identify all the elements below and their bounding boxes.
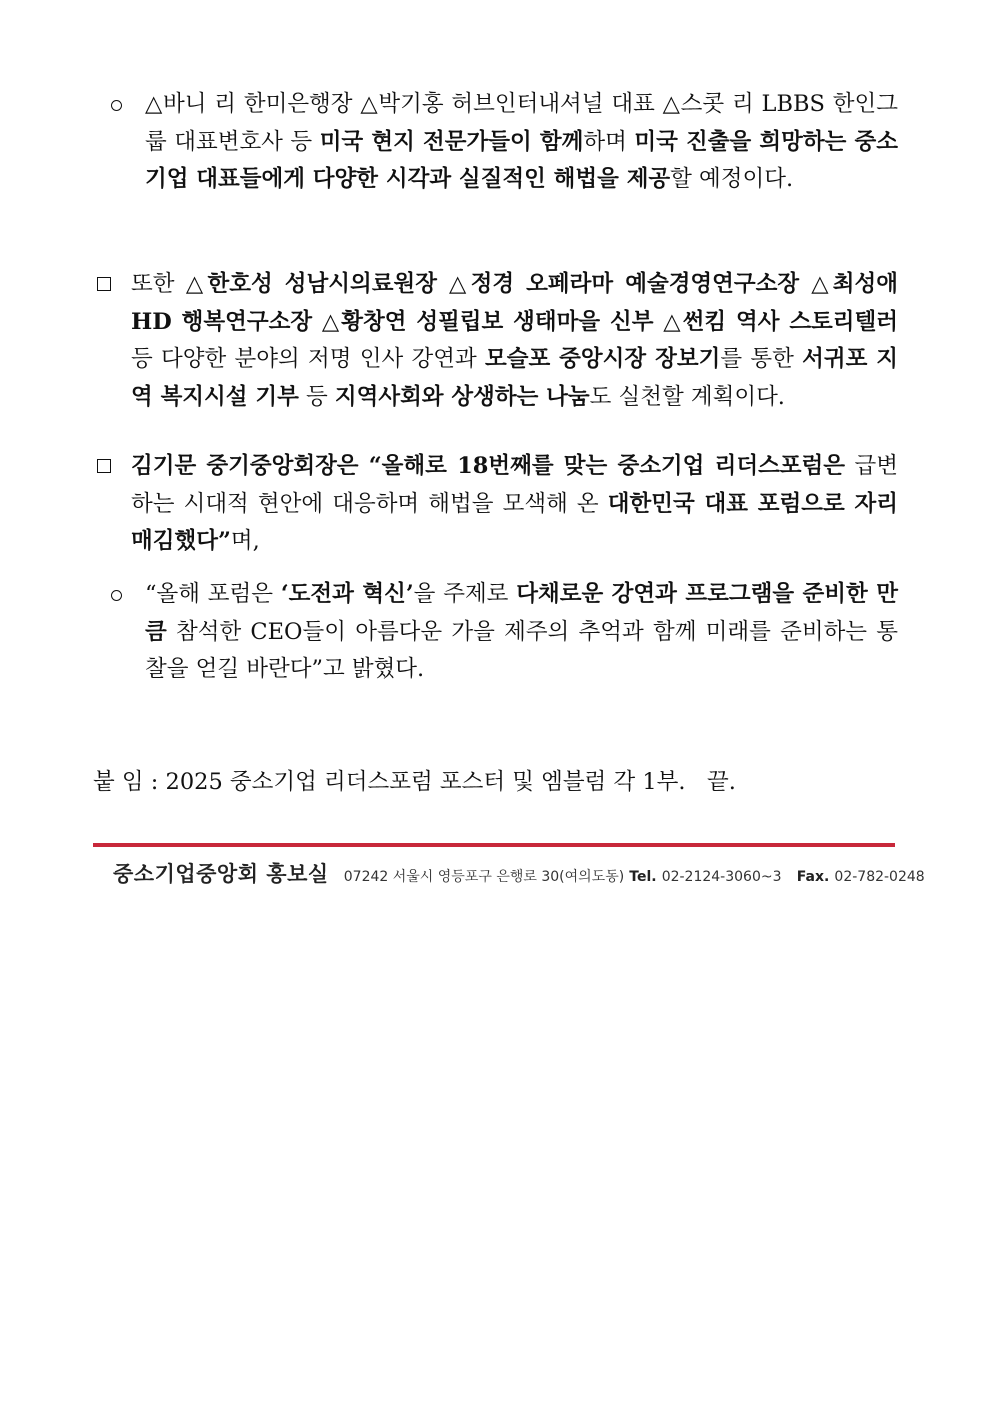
attachment-text: 2025 중소기업 리더스포럼 포스터 및 엠블럼 각 1부. (165, 769, 686, 795)
text-segment: 또한 (131, 271, 186, 297)
bold-segment: 김기문 중기중앙회장은 “올해로 18번째를 맞는 중소기업 리더스포럼은 (131, 453, 846, 479)
text-segment: 할 예정이다. (670, 166, 794, 192)
footer-org: 중소기업중앙회 홍보실 (113, 862, 329, 886)
bold-segment: 미국 현지 전문가들이 함께 (319, 128, 584, 155)
footer-fax: 02-782-0248 (834, 869, 925, 885)
text-segment: 을 주제로 (413, 581, 517, 607)
footer (113, 858, 925, 888)
square-bullet-icon (97, 266, 111, 304)
text-segment: 를 통한 (720, 346, 803, 372)
paragraph-experts (145, 86, 898, 199)
attachment-end: 끝. (707, 769, 736, 795)
text-segment: “올해 포럼은 (145, 581, 281, 607)
square-bullet-icon (97, 448, 111, 486)
circle-bullet-icon (111, 86, 122, 124)
paragraph-speakers (131, 266, 898, 416)
footer-tel: 02-2124-3060~3 (661, 869, 782, 885)
bold-segment: △한호성 성남시의료원장 △정경 오페라마 예술경영연구소장 △최성애 HD 행복연구소장 △황창연 성필립보 생태마을 신부 △썬킴 역사 스토리텔러 (131, 271, 898, 335)
footer-address: 07242 서울시 영등포구 은행로 30(여의도동) (343, 869, 625, 885)
paragraph-chairman-quote (131, 448, 898, 561)
bold-segment: 모슬포 중앙시장 장보기 (485, 346, 721, 372)
attachment-label: 붙 임 : (93, 769, 159, 795)
text-segment: 하며 (583, 128, 635, 155)
text-segment: 며, (230, 528, 260, 554)
footer-divider (93, 843, 895, 847)
paragraph-forum-theme (145, 576, 898, 689)
text-segment: 등 (298, 383, 335, 410)
bold-segment: 서귀포 지역 복지시설 기부 (131, 346, 899, 410)
attachment-line (93, 764, 736, 802)
bold-segment: 다채로운 강연과 프로그램을 준비한 만큼 (145, 581, 898, 645)
text-segment: △바니 리 한미은행장 △박기홍 허브인터내셔널 대표 △스콧 리 LBBS 한인그룹 대표변호사 등 (145, 91, 898, 155)
footer-fax-label: Fax. (796, 869, 830, 885)
footer-tel-label: Tel. (629, 869, 657, 885)
bold-segment: 미국 진출을 희망하는 중소기업 대표들에게 다양한 시각과 실질적인 해법을 제공 (145, 128, 899, 192)
bold-segment: 지역사회와 상생하는 나눔 (334, 383, 590, 410)
text-segment: 급변하는 시대적 현안에 대응하며 해법을 모색해 온 (131, 453, 898, 517)
text-segment: 도 실천할 계획이다. (589, 383, 785, 410)
bold-segment: 대한민국 대표 포럼으로 자리매김했다” (131, 490, 898, 554)
text-segment: 참석한 CEO들이 아름다운 가을 제주의 추억과 함께 미래를 준비하는 통찰을 얻길 바란다”고 밝혔다. (145, 618, 898, 682)
bold-segment: ‘도전과 혁신’ (280, 581, 414, 607)
circle-bullet-icon (111, 576, 122, 614)
text-segment: 등 다양한 분야의 저명 인사 강연과 (131, 346, 486, 372)
